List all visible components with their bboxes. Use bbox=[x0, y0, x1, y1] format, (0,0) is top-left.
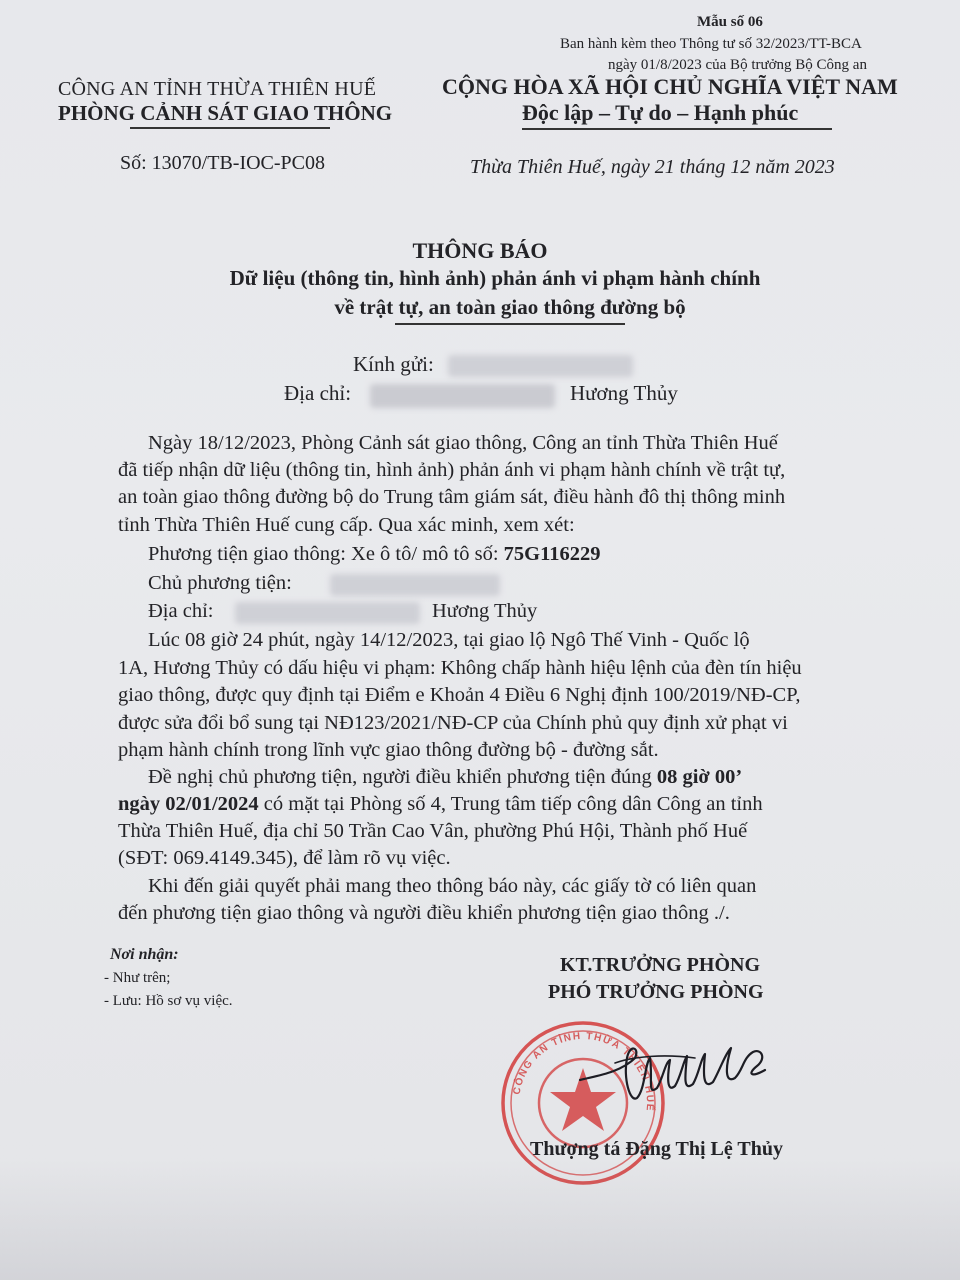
owner-address-district: Hương Thủy bbox=[432, 600, 538, 622]
appointment-line-1 bbox=[148, 766, 742, 789]
license-plate: 75G116229 bbox=[503, 543, 601, 565]
vehicle-line bbox=[148, 543, 600, 566]
form-number: Mẫu số 06 bbox=[697, 14, 763, 30]
appointment-line-2 bbox=[118, 793, 763, 816]
recipient-address-label: Địa chỉ: bbox=[284, 381, 352, 405]
agency-name: PHÒNG CẢNH SÁT GIAO THÔNG bbox=[58, 101, 393, 125]
owner-address-redacted bbox=[235, 602, 420, 624]
body-line: đã tiếp nhận dữ liệu (thông tin, hình ảnh) phản ánh vi phạm hành chính về trật tự, bbox=[118, 459, 786, 481]
recipients-title: Nơi nhận: bbox=[110, 946, 179, 963]
motto-underline bbox=[522, 128, 832, 130]
signer-name: Thượng tá Đặng Thị Lệ Thủy bbox=[530, 1138, 783, 1160]
appointment-text: Đề nghị chủ phương tiện, người điều khiển phương tiện đúng bbox=[148, 766, 657, 788]
national-motto: Độc lập – Tự do – Hạnh phúc bbox=[522, 100, 799, 125]
document-subtitle-1: Dữ liệu (thông tin, hình ảnh) phản ánh vi phạm hành chính bbox=[229, 266, 761, 290]
recipient-address-redacted bbox=[370, 384, 555, 408]
owner-address-label: Địa chỉ: bbox=[148, 600, 214, 622]
owner-label: Chủ phương tiện: bbox=[148, 572, 292, 594]
recipient-address-district: Hương Thủy bbox=[570, 381, 678, 405]
body-line: tỉnh Thừa Thiên Huế cung cấp. Qua xác minh, xem xét: bbox=[118, 514, 575, 536]
owner-name-redacted bbox=[330, 574, 500, 596]
recipients-item: - Lưu: Hồ sơ vụ việc. bbox=[104, 993, 233, 1009]
place-date: Thừa Thiên Huế, ngày 21 tháng 12 năm 2023 bbox=[470, 156, 835, 178]
body-line: 1A, Hương Thủy có dấu hiệu vi phạm: Không chấp hành hiệu lệnh của đèn tín hiệu bbox=[118, 657, 802, 679]
document-title: THÔNG BÁO bbox=[412, 238, 548, 263]
republic-title: CỘNG HÒA XÃ HỘI CHỦ NGHĨA VIỆT NAM bbox=[442, 74, 898, 99]
body-line: Lúc 08 giờ 24 phút, ngày 14/12/2023, tại giao lộ Ngô Thế Vinh - Quốc lộ bbox=[148, 629, 750, 651]
document-subtitle-2: về trật tự, an toàn giao thông đường bộ bbox=[334, 295, 686, 319]
body-line: Ngày 18/12/2023, Phòng Cảnh sát giao thông, Công an tỉnh Thừa Thiên Huế bbox=[148, 432, 778, 454]
body-line: giao thông, được quy định tại Điểm e Khoản 4 Điều 6 Nghị định 100/2019/NĐ-CP, bbox=[118, 684, 801, 706]
appointment-date: ngày 02/01/2024 bbox=[118, 793, 259, 815]
agency-parent: CÔNG AN TỈNH THỪA THIÊN HUẾ bbox=[58, 78, 377, 100]
page-shadow bbox=[0, 1160, 960, 1280]
body-line: an toàn giao thông đường bộ do Trung tâm giám sát, điều hành đô thị thông minh bbox=[118, 486, 786, 508]
recipient-name-redacted bbox=[448, 355, 633, 377]
body-line: phạm hành chính trong lĩnh vực giao thông đường bộ - đường sắt. bbox=[118, 739, 659, 761]
vehicle-label: Phương tiện giao thông: Xe ô tô/ mô tô số: bbox=[148, 543, 504, 565]
signature-title-2: PHÓ TRƯỞNG PHÒNG bbox=[548, 981, 764, 1003]
appointment-place: có mặt tại Phòng số 4, Trung tâm tiếp công dân Công an tỉnh bbox=[258, 793, 763, 815]
recipients-item: - Như trên; bbox=[104, 970, 171, 986]
body-line: (SĐT: 069.4149.345), để làm rõ vụ việc. bbox=[118, 847, 451, 869]
issued-by-line-2: ngày 01/8/2023 của Bộ trưởng Bộ Công an bbox=[608, 57, 867, 73]
subtitle-underline bbox=[395, 323, 625, 325]
issued-by-line-1: Ban hành kèm theo Thông tư số 32/2023/TT-BCA bbox=[560, 36, 862, 52]
document-number: Số: 13070/TB-IOC-PC08 bbox=[120, 152, 326, 174]
appointment-time: 08 giờ 00’ bbox=[656, 766, 743, 788]
signature-title-1: KT.TRƯỞNG PHÒNG bbox=[560, 954, 760, 976]
body-line: Khi đến giải quyết phải mang theo thông báo này, các giấy tờ có liên quan bbox=[148, 875, 757, 897]
body-line: Thừa Thiên Huế, địa chỉ 50 Trần Cao Vân, phường Phú Hội, Thành phố Huế bbox=[118, 820, 748, 842]
agency-underline bbox=[130, 127, 330, 129]
body-line: được sửa đổi bổ sung tại NĐ123/2021/NĐ-CP của Chính phủ quy định xử phạt vi bbox=[118, 712, 788, 734]
svg-text:CÔNG AN TỈNH THỪA THIÊN HUẾ: CÔNG AN TỈNH THỪA THIÊN HUẾ bbox=[511, 1030, 656, 1113]
recipient-label: Kính gửi: bbox=[353, 352, 434, 376]
body-line: đến phương tiện giao thông và người điều khiển phương tiện giao thông ./. bbox=[118, 902, 730, 924]
handwritten-signature bbox=[575, 1018, 785, 1118]
